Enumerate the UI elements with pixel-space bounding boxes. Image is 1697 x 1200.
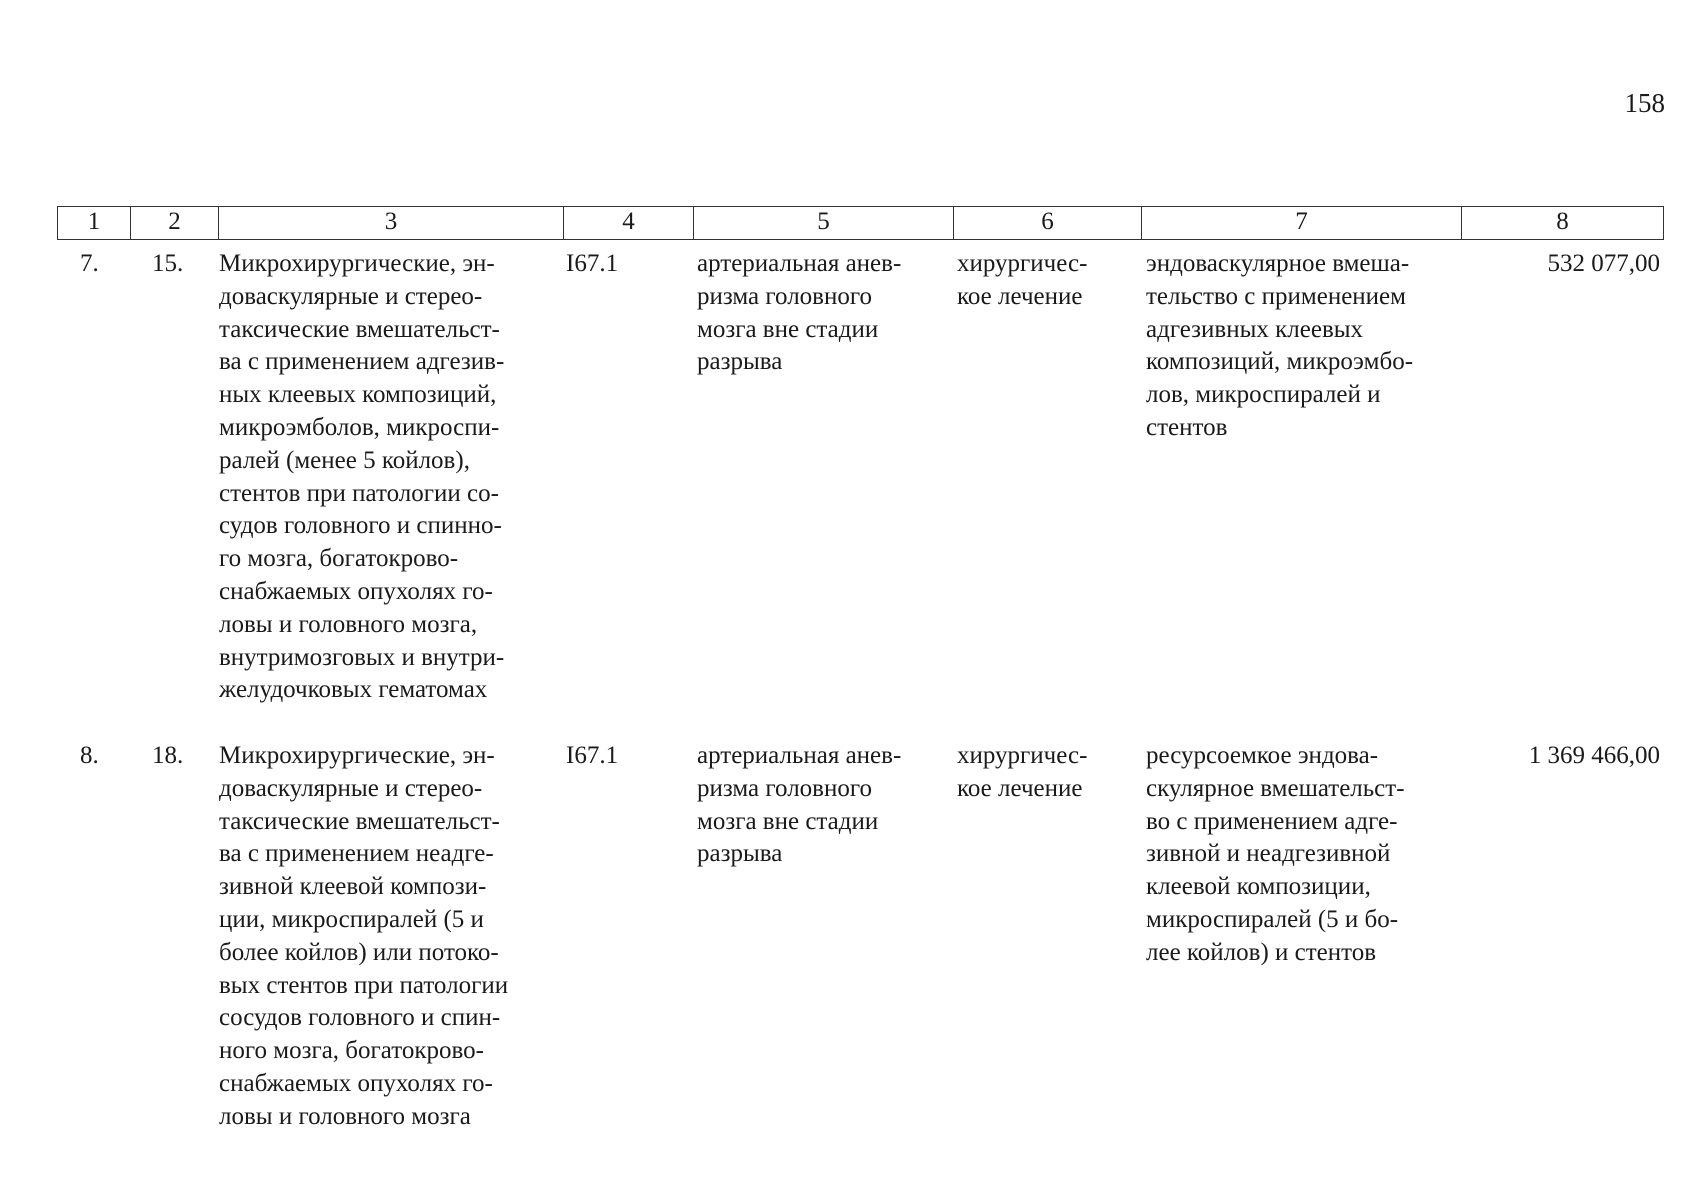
- treatment-type: хирургичес- кое лечение: [957, 250, 1088, 310]
- column-header-1: 1: [57, 206, 130, 240]
- intervention-name: Микрохирургические, эн- доваскулярные и стерео- таксические вмешательст- ва с применением неадге- зивной клеевой компози- ции, микроспиралей (5 и более койлов) или потоко- вых стентов при патологии сосудов головного и спин- ного мозга, богатокрово- снабжаемых опухолях го- ловы и головного мозга: [219, 742, 509, 1130]
- row-number: 8.: [80, 742, 99, 769]
- patient-model: артериальная анев- ризма головного мозга вне стадии разрыва: [697, 250, 902, 376]
- column-header-3: 3: [218, 206, 563, 240]
- column-header-5: 5: [693, 206, 953, 240]
- column-header-8: 8: [1461, 206, 1664, 240]
- group-number: 15.: [152, 250, 184, 277]
- treatment-method: эндоваскулярное вмеша- тельство с применением адгезивных клеевых композиций, микроэмбо- лов, микроспиралей и стентов: [1146, 250, 1414, 441]
- patient-model: артериальная анев- ризма головного мозга вне стадии разрыва: [697, 742, 902, 868]
- treatment-type: хирургичес- кое лечение: [957, 742, 1088, 802]
- column-header-6: 6: [953, 206, 1141, 240]
- cost-value: 532 077,00: [1547, 250, 1660, 277]
- cost-value: 1 369 466,00: [1528, 742, 1660, 769]
- group-number: 18.: [152, 742, 184, 769]
- column-header-7: 7: [1141, 206, 1461, 240]
- row-number: 7.: [80, 250, 99, 277]
- icd-code: I67.1: [566, 250, 619, 277]
- column-header-4: 4: [563, 206, 693, 240]
- page-number: 158: [1624, 88, 1665, 118]
- intervention-name: Микрохирургические, эн- доваскулярные и стерео- таксические вмешательст- ва с применением адгезив- ных клеевых композиций, микроэмболов, микроспи- ралей (менее 5 койлов), стентов при патологии со- судов головного и спинно- го мозга, богатокрово- снабжаемых опухолях го- ловы и головного мозга, внутримозговых и внутри- желудочковых гематомах: [219, 250, 505, 704]
- treatment-method: ресурсоемкое эндова- скулярное вмешательст- во с применением адге- зивной и неадгезивной клеевой композиции, микроспиралей (5 и бо- лее койлов) и стентов: [1146, 742, 1405, 966]
- icd-code: I67.1: [566, 742, 619, 769]
- column-header-2: 2: [130, 206, 218, 240]
